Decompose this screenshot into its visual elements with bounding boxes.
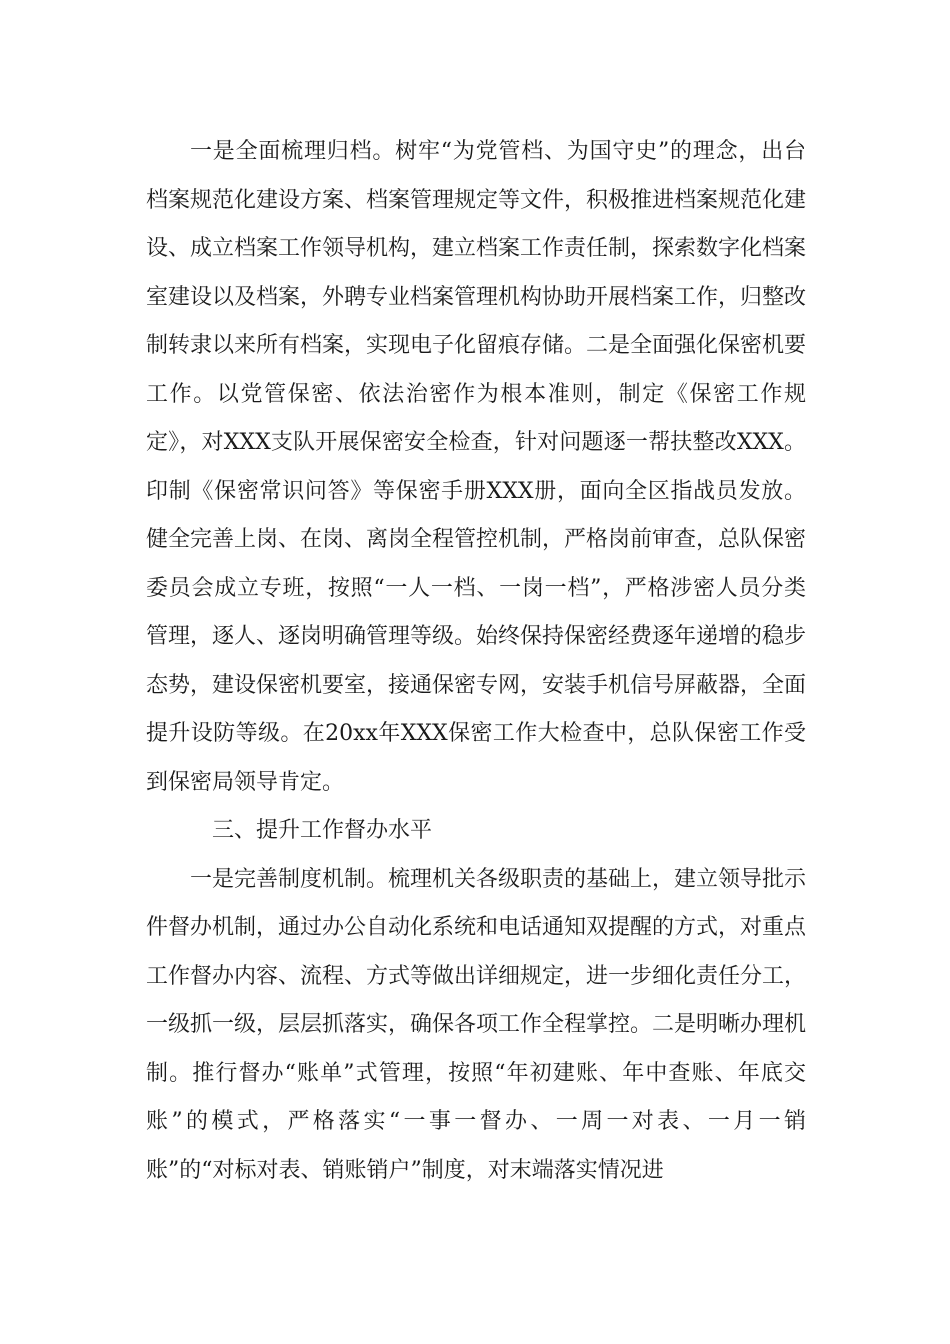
paragraph-supervision-mechanism: 一是完善制度机制。梳理机关各级职责的基础上，建立领导批示件督办机制，通过办公自动化系统和电话通知双提醒的方式，对重点工作督办内容、流程、方式等做出详细规定，进一步细化责任分工，一级抓一级，层层抓落实，确保各项工作全程掌控。二是明晰办理机制。推行督办“账单”式管理，按照“年初建账、年中查账、年底交账”的模式，严格落实“一事一督办、一周一对表、一月一销账”的“对标对表、销账销户”制度，对末端落实情况进 [146, 866, 807, 1183]
document-body [146, 128, 806, 1195]
paragraph-archiving-confidentiality: 一是全面梳理归档。树牢“为党管档、为国守史”的理念，出台档案规范化建设方案、档案管理规定等文件，积极推进档案规范化建设、成立档案工作领导机构，建立档案工作责任制，探索数字化档案室建设以及档案，外聘专业档案管理机构协助开展档案工作，归整改制转隶以来所有档案，实现电子化留痕存储。二是全面强化保密机要工作。以党管保密、依法治密作为根本准则，制定《保密工作规定》，对XXX支队开展保密安全检查，针对问题逐一帮扶整改XXX。印制《保密常识问答》等保密手册XXX册，面向全区指战员发放。健全完善上岗、在岗、离岗全程管控机制，严格岗前审查，总队保密委员会成立专班，按照“一人一档、一岗一档”，严格涉密人员分类管理，逐人、逐岗明确管理等级。始终保持保密经费逐年递增的稳步态势，建设保密机要室，接通保密专网，安装手机信号屏蔽器，全面提升设防等级。在20xx年XXX保密工作大检查中，总队保密工作受到保密局领导肯定。 [146, 139, 807, 795]
section-heading-supervision: 三、提升工作督办水平 [212, 818, 433, 843]
